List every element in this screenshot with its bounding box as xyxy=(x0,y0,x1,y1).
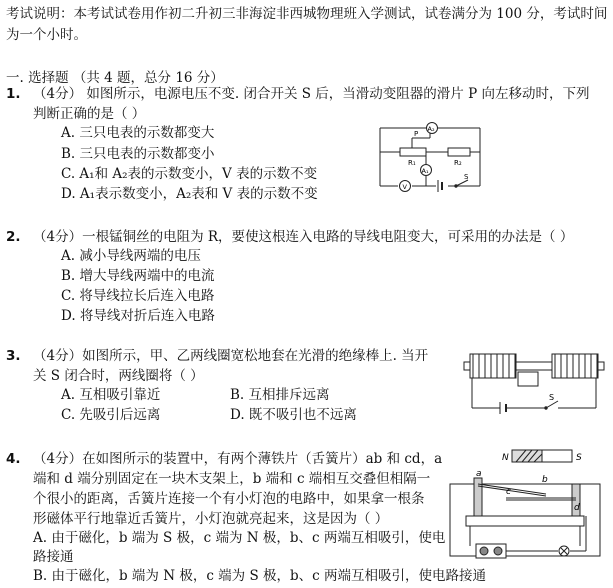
question-number: 3. xyxy=(6,348,21,364)
question-stem-line-1: （4分）一根锰铜丝的电阻为 R，要使这根连入电路的导线电阻变大，可采用的办法是（ ） xyxy=(33,229,574,245)
reed-switch-diagram xyxy=(446,446,608,568)
question-stem-line-3: 个很小的距离，舌簧片连接一个有小灯泡的电路中，如果拿一根条 xyxy=(33,491,425,507)
voltmeter-label: V xyxy=(402,183,407,191)
option-b[interactable]: B. 由于磁化，b 端为 N 极，c 端为 S 极，b、c 两端互相吸引，使电路接通 xyxy=(33,568,487,584)
coil-jia xyxy=(470,354,516,378)
question-stem-line-2: 判断正确的是（ ） xyxy=(33,106,146,122)
option-b[interactable]: B. 三只电表的示数都变小 xyxy=(61,146,215,162)
question-stem-line-1: （4分） 如图所示，电源电压不变. 闭合开关 S 后，当滑动变阻器的滑片 P 向左移动时，下列 xyxy=(33,86,590,102)
option-d[interactable]: D. A₁表示数变小，A₂表和 V 表的示数不变 xyxy=(61,186,318,202)
magnet-s-label: S xyxy=(576,453,582,463)
switch-label: S xyxy=(464,173,469,181)
question-stem-line-1: （4分）在如图所示的装置中，有两个薄铁片（舌簧片）ab 和 cd，a xyxy=(33,451,443,467)
exam-instructions: 考试说明：本考试试卷用作初二升初三非海淀非西城物理班入学测试，试卷满分为 100 分，考试时间为一个小时。 xyxy=(6,6,608,43)
ammeter-a1-label: A₁ xyxy=(421,167,429,175)
option-b[interactable]: B. 增大导线两端中的电流 xyxy=(61,268,215,284)
option-c[interactable]: C. 先吸引后远离 xyxy=(61,407,161,423)
question-stem-line-2: 端和 d 端分别固定在一块木支架上，b 端和 c 端相互交叠但相隔一 xyxy=(33,471,431,487)
section-title: 一. 选择题 （共 4 题，总分 16 分） xyxy=(6,70,224,86)
option-a[interactable]: A. 减小导线两端的电压 xyxy=(61,248,201,264)
switch-label: S xyxy=(549,393,555,402)
label-d: d xyxy=(574,503,580,513)
coil-yi xyxy=(552,354,598,378)
question-stem-line-2: 关 S 闭合时，两线圈将（ ） xyxy=(33,368,204,384)
circuit-diagram xyxy=(372,116,492,200)
magnet-n-label: N xyxy=(502,453,509,463)
question-number: 1. xyxy=(6,86,21,102)
question-stem-line-1: （4分）如图所示，甲、乙两线圈宽松地套在光滑的绝缘棒上. 当开 xyxy=(33,348,429,364)
question-number: 2. xyxy=(6,229,21,245)
resistor-r2-label: R₂ xyxy=(454,159,462,167)
label-a: a xyxy=(476,469,482,479)
option-c[interactable]: C. 将导线拉长后连入电路 xyxy=(61,288,215,304)
option-a-continued: 路接通 xyxy=(33,549,74,565)
option-a[interactable]: A. 三只电表的示数都变大 xyxy=(61,125,215,141)
slider-p-label: P xyxy=(414,130,419,138)
resistor-r2-shape xyxy=(448,148,470,156)
resistor-r1-label: R₁ xyxy=(408,159,416,167)
label-b: b xyxy=(542,475,548,485)
option-a[interactable]: A. 互相吸引靠近 xyxy=(61,387,161,403)
question-stem-line-4: 形磁体平行地靠近舌簧片，小灯泡就亮起来，这是因为（ ） xyxy=(33,511,389,527)
coils-diagram xyxy=(460,344,608,416)
option-d[interactable]: D. 既不吸引也不远离 xyxy=(230,407,357,423)
question-number: 4. xyxy=(6,451,21,467)
option-b[interactable]: B. 互相排斥远离 xyxy=(230,387,330,403)
resistor-r1-shape xyxy=(400,148,426,156)
option-d[interactable]: D. 将导线对折后连入电路 xyxy=(61,308,215,324)
ammeter-a2-label: A₂ xyxy=(427,125,435,133)
option-a[interactable]: A. 由于磁化，b 端为 S 极，c 端为 N 极，b、c 两端互相吸引，使电 xyxy=(33,530,446,546)
label-c: c xyxy=(506,487,511,497)
option-c[interactable]: C. A₁和 A₂表的示数变小，V 表的示数不变 xyxy=(61,166,318,182)
